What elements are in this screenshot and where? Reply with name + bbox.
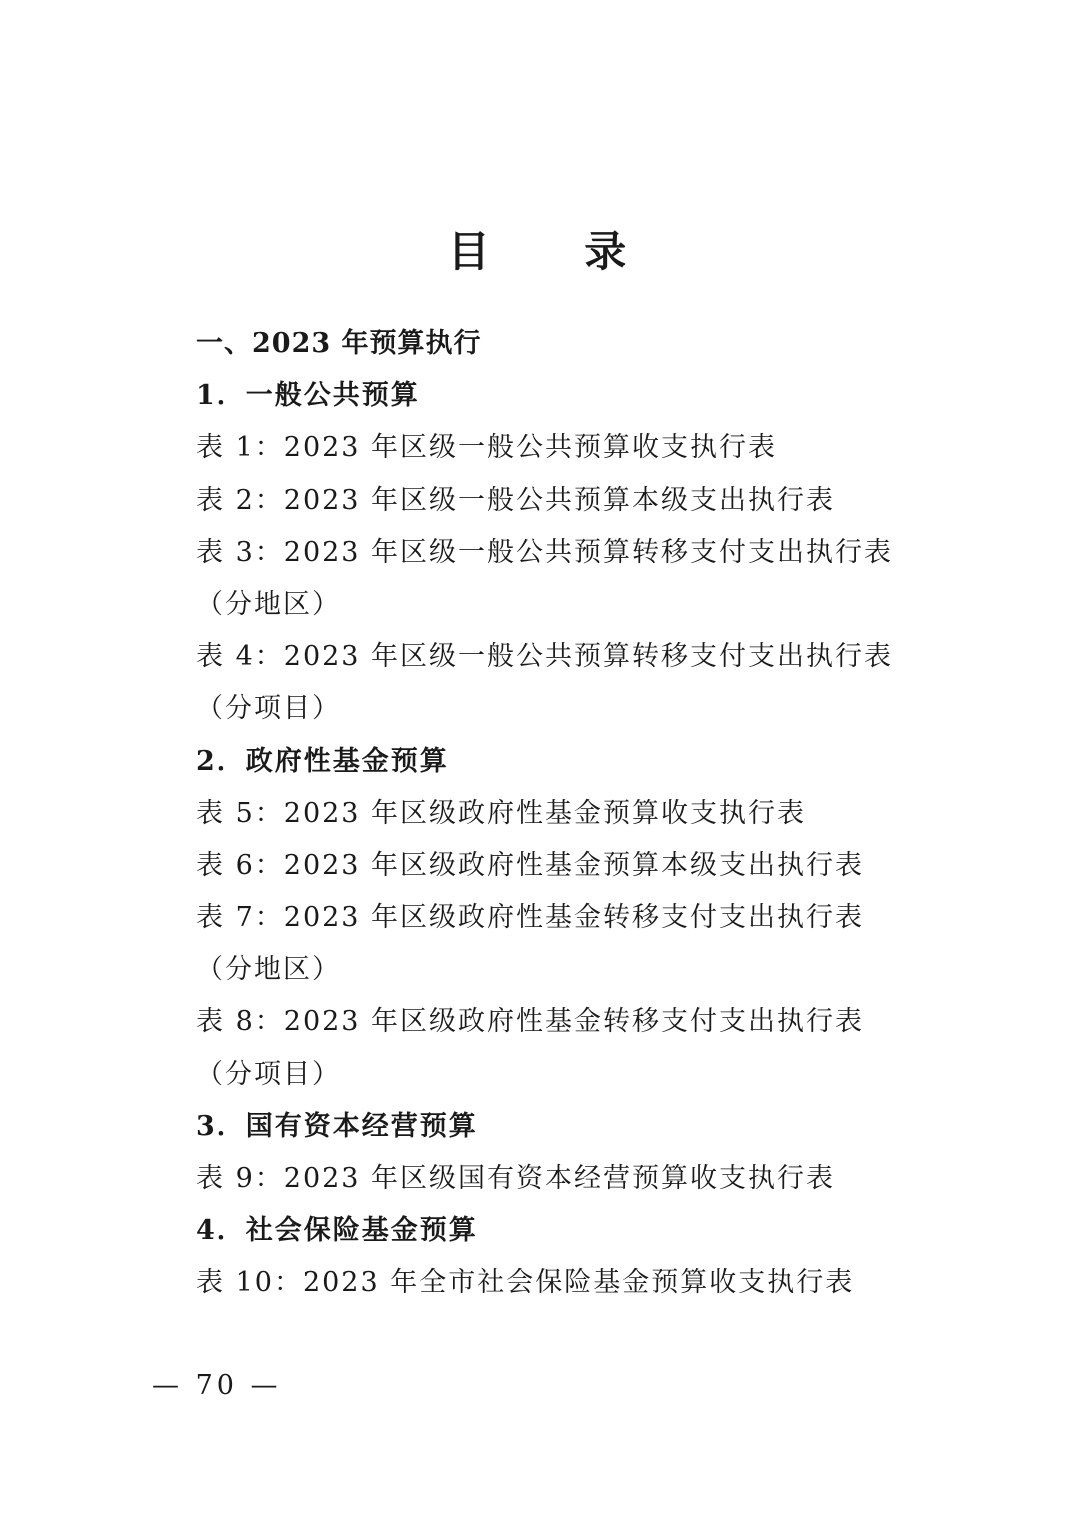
toc-entry-continuation: （分地区） bbox=[196, 588, 341, 620]
toc-entry: 表 5：2023 年区级政府性基金预算收支执行表 bbox=[196, 797, 807, 829]
toc-subsection-heading: 3．国有资本经营预算 bbox=[196, 1110, 478, 1142]
toc-entry-continuation: （分项目） bbox=[196, 1058, 341, 1090]
toc-entry: 表 1：2023 年区级一般公共预算收支执行表 bbox=[196, 432, 778, 464]
toc-subsection-heading: 1．一般公共预算 bbox=[196, 380, 420, 412]
toc-entry: 表 4：2023 年区级一般公共预算转移支付支出执行表 bbox=[196, 641, 894, 673]
toc-entry: 表 7：2023 年区级政府性基金转移支付支出执行表 bbox=[196, 902, 865, 934]
page-title: 目 录 bbox=[447, 227, 667, 276]
toc-entry: 表 8：2023 年区级政府性基金转移支付支出执行表 bbox=[196, 1006, 865, 1038]
toc-entry: 表 2：2023 年区级一般公共预算本级支出执行表 bbox=[196, 484, 836, 516]
toc-entry: 表 6：2023 年区级政府性基金预算本级支出执行表 bbox=[196, 849, 865, 881]
toc-section-heading: 一、2023 年预算执行 bbox=[196, 328, 482, 359]
page-number: — 70 — bbox=[152, 1370, 282, 1401]
toc-entry-continuation: （分地区） bbox=[196, 954, 341, 986]
toc-entry-continuation: （分项目） bbox=[196, 693, 341, 725]
toc-subsection-heading: 2．政府性基金预算 bbox=[196, 745, 449, 777]
toc-subsection-heading: 4．社会保险基金预算 bbox=[196, 1215, 478, 1247]
table-of-contents bbox=[196, 318, 896, 1310]
toc-entry: 表 9：2023 年区级国有资本经营预算收支执行表 bbox=[196, 1163, 836, 1194]
toc-entry: 表 3：2023 年区级一般公共预算转移支付支出执行表 bbox=[196, 536, 894, 568]
toc-entry: 表 10：2023 年全市社会保险基金预算收支执行表 bbox=[196, 1267, 855, 1299]
